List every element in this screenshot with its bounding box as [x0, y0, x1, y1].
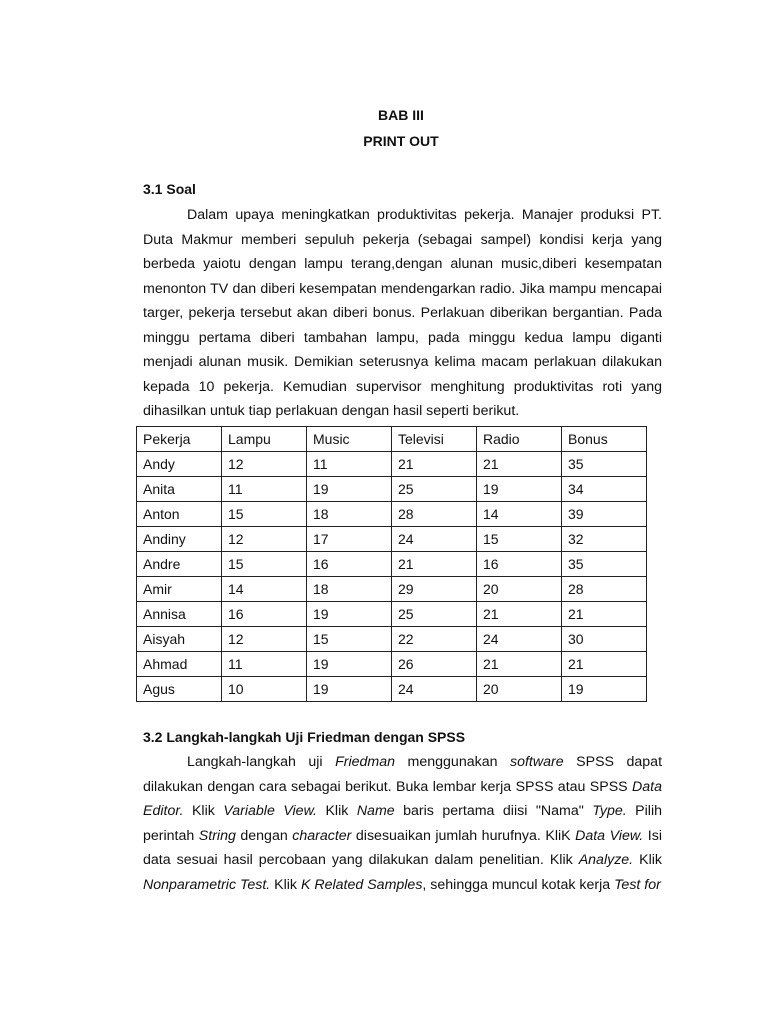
table-cell: 11 — [222, 477, 307, 502]
table-row — [137, 477, 647, 502]
italic-term: character — [292, 827, 352, 844]
italic-term: K Related Samples — [300, 876, 423, 893]
table-body — [137, 452, 647, 702]
italic-term: Variable View. — [223, 803, 317, 819]
table-cell: 21 — [562, 602, 647, 627]
table-cell: 20 — [477, 677, 562, 702]
table-cell: 14 — [477, 502, 562, 527]
table-row — [137, 502, 647, 527]
text-run: Langkah-langkah uji — [187, 754, 336, 770]
chapter-subtitle: PRINT OUT — [363, 133, 439, 149]
table-header-cell: Music — [307, 427, 392, 452]
italic-term: Friedman — [335, 754, 396, 770]
table-cell: 32 — [562, 527, 647, 552]
table-cell: Andre — [137, 552, 222, 577]
table-header-cell: Televisi — [392, 427, 477, 452]
table-cell: 18 — [307, 577, 392, 602]
text-run: disesuaikan jumlah hurufnya. KliK — [351, 827, 576, 844]
section-1-paragraph-text: Dalam upaya meningkatkan produktivitas pekerja. Manajer produksi PT. Duta Makmur memberi sepuluh pekerja (sebagai sampel) kondisi kerja yang berbeda yaiotu dengan lampu terang,dengan alunan music,diberi kesempatan menonton TV dan diberi kesempatan mendengarkan radio. Jika mampu mencapai targer, pekerja tersebut akan diberi bonus. Perlakuan diberikan bergantian. Pada minggu pertama diberi tambahan lampu, pada minggu kedua lampu diganti menjadi alunan musik. Demikian seterusnya kelima macam perlakuan dilakukan kepada 10 pekerja. Kemudian supervisor menghitung produktivitas roti yang dihasilkan untuk tiap perlakuan dengan hasil seperti berikut. — [143, 207, 662, 419]
table-cell: 24 — [392, 527, 477, 552]
italic-term: Type. — [592, 803, 627, 819]
table-header-cell: Lampu — [222, 427, 307, 452]
table-row — [137, 552, 647, 577]
text-run: baris pertama diisi "Nama" — [394, 803, 593, 819]
table-cell: 21 — [562, 652, 647, 677]
table-cell: 15 — [222, 552, 307, 577]
table-cell: Agus — [137, 677, 222, 702]
table-cell: 11 — [222, 652, 307, 677]
table-header-row — [137, 427, 647, 452]
table-cell: 30 — [562, 627, 647, 652]
section-2-paragraph — [143, 750, 662, 897]
table-cell: 12 — [222, 627, 307, 652]
table-cell: 21 — [392, 552, 477, 577]
table-cell: 24 — [392, 677, 477, 702]
italic-term: String — [198, 827, 236, 844]
table-header-cell: Radio — [477, 427, 562, 452]
table-cell: 19 — [307, 477, 392, 502]
section-1-heading: 3.1 Soal — [143, 181, 196, 197]
table-cell: 12 — [222, 452, 307, 477]
table-cell: 28 — [562, 577, 647, 602]
table-row — [137, 527, 647, 552]
italic-term: Nonparametric Test. — [143, 876, 271, 893]
italic-term: Analyze. — [578, 852, 634, 868]
table-cell: Amir — [137, 577, 222, 602]
table-cell: 19 — [307, 677, 392, 702]
text-run: Klik — [316, 803, 357, 819]
table-header-cell: Bonus — [562, 427, 647, 452]
section-1-paragraph — [143, 203, 662, 424]
table-row — [137, 452, 647, 477]
table-cell: 19 — [307, 652, 392, 677]
table-cell: 39 — [562, 502, 647, 527]
italic-term: Test for — [614, 876, 661, 893]
table-cell: 19 — [477, 477, 562, 502]
table-cell: 21 — [477, 652, 562, 677]
text-run: SPSS dapat dilakukan dengan cara sebagai berikut. Buka lembar kerja SPSS atau SPSS — [143, 754, 663, 795]
table-cell: 19 — [307, 602, 392, 627]
table-cell: Andy — [137, 452, 222, 477]
text-run: menggunakan — [395, 754, 510, 770]
table-cell: 16 — [222, 602, 307, 627]
italic-term: Data Editor. — [143, 778, 662, 819]
table-row — [137, 677, 647, 702]
table-cell: 14 — [222, 577, 307, 602]
table-cell: 18 — [307, 502, 392, 527]
table-cell: 35 — [562, 552, 647, 577]
table-cell: Anton — [137, 502, 222, 527]
table-cell: 22 — [392, 627, 477, 652]
table-cell: 34 — [562, 477, 647, 502]
table-cell: 15 — [307, 627, 392, 652]
table-cell: 21 — [477, 452, 562, 477]
section-2-heading: 3.2 Langkah-langkah Uji Friedman dengan SPSS — [143, 729, 466, 745]
table-cell: Aisyah — [137, 627, 222, 652]
table-header-cell: Pekerja — [137, 427, 222, 452]
table-cell: 11 — [307, 452, 392, 477]
table-cell: 35 — [562, 452, 647, 477]
table-cell: 12 — [222, 527, 307, 552]
table-cell: 26 — [392, 652, 477, 677]
table-cell: 25 — [392, 477, 477, 502]
table-cell: 16 — [307, 552, 392, 577]
text-run: , sehingga muncul kotak kerja — [422, 876, 615, 893]
table-cell: 15 — [222, 502, 307, 527]
text-run: Isi data sesuai hasil percobaan yang dilakukan dalam penelitian. Klik — [143, 827, 662, 868]
table-cell: 21 — [392, 452, 477, 477]
table-cell: 10 — [222, 677, 307, 702]
table-row — [137, 577, 647, 602]
table-cell: Ahmad — [137, 652, 222, 677]
text-run: dengan — [235, 827, 293, 844]
table-cell: 17 — [307, 527, 392, 552]
text-run: Klik — [633, 852, 662, 868]
table-row — [137, 627, 647, 652]
table-cell: 20 — [477, 577, 562, 602]
table-row — [137, 602, 647, 627]
table-cell: 24 — [477, 627, 562, 652]
text-run: Klik — [270, 876, 301, 893]
table-cell: 15 — [477, 527, 562, 552]
table-cell: 16 — [477, 552, 562, 577]
section-2-paragraph-text — [143, 750, 662, 897]
table-cell: 28 — [392, 502, 477, 527]
italic-term: Name — [356, 803, 395, 819]
text-run: Pilih perintah — [143, 803, 662, 844]
table-cell: Anita — [137, 477, 222, 502]
table-cell: 29 — [392, 577, 477, 602]
table-row — [137, 652, 647, 677]
chapter-title: BAB III — [378, 107, 424, 123]
table-cell: 21 — [477, 602, 562, 627]
table-cell: 19 — [562, 677, 647, 702]
italic-term: software — [510, 754, 564, 770]
italic-term: Data View. — [575, 827, 644, 844]
table-cell: 25 — [392, 602, 477, 627]
table-cell: Annisa — [137, 602, 222, 627]
table-cell: Andiny — [137, 527, 222, 552]
text-run: Klik — [183, 803, 224, 819]
productivity-table — [136, 426, 647, 702]
